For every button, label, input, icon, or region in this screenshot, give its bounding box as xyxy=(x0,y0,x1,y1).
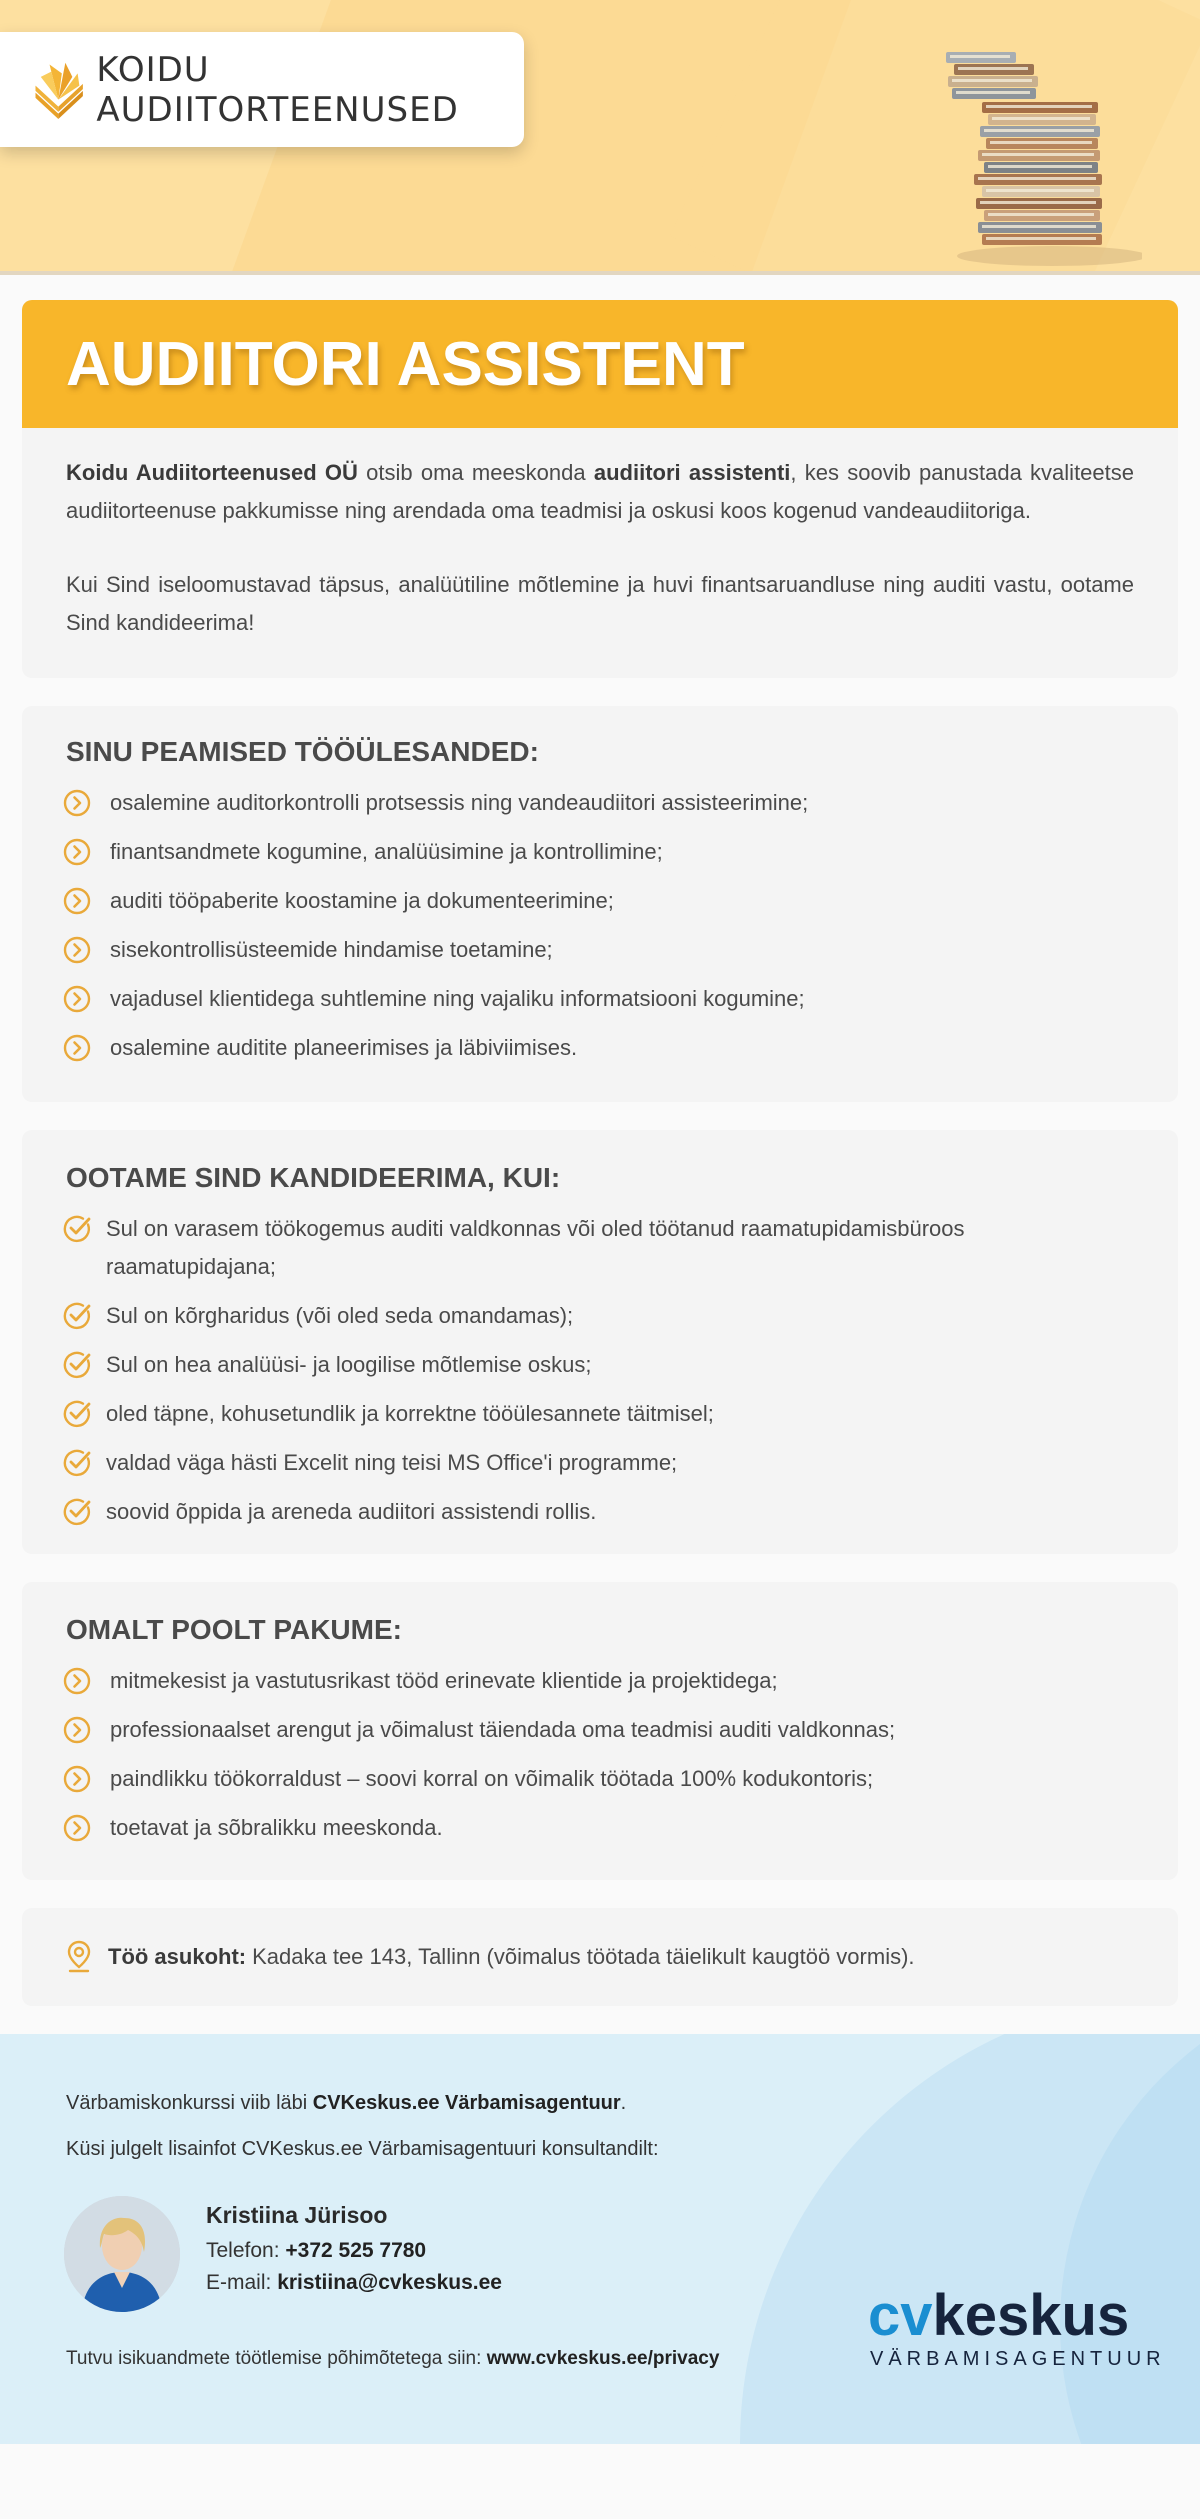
list-item-text: professionaalset arengut ja võimalust täiendada oma teadmisi auditi valdkonnas; xyxy=(110,1717,896,1742)
chevron-circle-icon xyxy=(62,882,96,920)
email-link[interactable]: kristiina@cvkeskus.ee xyxy=(277,2271,502,2294)
list-item-text: vajadusel klientidega suhtlemine ning vajaliku informatsiooni kogumine; xyxy=(110,986,805,1011)
list-item-text: osalemine auditorkontrolli protsessis ning vandeaudiitori assisteerimine; xyxy=(110,790,809,815)
list-item xyxy=(62,1444,1038,1482)
list-item xyxy=(62,1760,1138,1798)
chevron-circle-icon xyxy=(62,1662,96,1700)
logo-cv: cv xyxy=(868,2283,933,2348)
agency-name: CVKeskus.ee Värbamisagentuur xyxy=(312,2092,621,2114)
intro-text: , kes soovib panustada kvaliteetse audiitorteenuse pakkumisse ning arendada oma teadmisi ja oskusi koos kogenud vandeaudiitoriga. xyxy=(66,460,1134,523)
title-bar xyxy=(22,300,1178,428)
recruiter-footer xyxy=(0,2034,1200,2444)
email-label: E-mail: xyxy=(206,2271,278,2294)
list-item xyxy=(62,931,1138,969)
chevron-circle-icon xyxy=(62,1029,96,1067)
offer-card xyxy=(22,1582,1178,1880)
list-item-text: auditi tööpaberite koostamine ja dokumenteerimine; xyxy=(110,888,614,913)
list-item-text: oled täpne, kohusetundlik ja korrektne tööülesannete täitmisel; xyxy=(106,1401,714,1426)
logo-text: KOIDU AUDIITORTEENUSED xyxy=(96,49,459,130)
book-fan-icon xyxy=(32,55,86,125)
list-item xyxy=(62,1395,1038,1433)
book-stack-illustration xyxy=(912,36,1142,268)
list-item xyxy=(62,784,1138,822)
phone-label: Telefon: xyxy=(206,2239,286,2262)
list-item-text: soovid õppida ja areneda audiitori assistendi rollis. xyxy=(106,1499,597,1524)
list-item-text: Sul on varasem töökogemus auditi valdkonnas või oled töötanud raamatupidamisbüroos raamatupidajana; xyxy=(106,1216,965,1279)
list-item-text: Sul on kõrgharidus (või oled seda omandamas); xyxy=(106,1303,574,1328)
list-item-text: sisekontrollisüsteemide hindamise toetamine; xyxy=(110,937,553,962)
phone-link[interactable]: +372 525 7780 xyxy=(285,2239,427,2262)
recruiter-text: . xyxy=(620,2092,627,2114)
check-circle-icon xyxy=(62,1346,96,1384)
logo-keskus: keskus xyxy=(932,2283,1130,2348)
requirements-heading: OOTAME SIND KANDIDEERIMA, KUI: xyxy=(66,1162,561,1193)
requirements-list xyxy=(62,1210,1038,1542)
check-circle-icon xyxy=(62,1444,96,1482)
info-line: Küsi julgelt lisainfot CVKeskus.ee Värbamisagentuuri konsultandilt: xyxy=(66,2138,659,2160)
list-item xyxy=(62,833,1138,871)
offer-list xyxy=(62,1662,1138,1858)
logo-subtitle: VÄRBAMISAGENTUUR xyxy=(870,2348,1166,2370)
avatar xyxy=(64,2196,180,2312)
company-name: Koidu Audiitorteenused OÜ xyxy=(66,460,358,485)
offer-heading: OMALT POOLT PAKUME: xyxy=(66,1614,402,1645)
contact-name: Kristiina Jürisoo xyxy=(206,2202,388,2228)
chevron-circle-icon xyxy=(62,784,96,822)
list-item-text: paindlikku töökorraldust – soovi korral on võimalik töötada 100% kodukontoris; xyxy=(110,1766,874,1791)
tasks-heading: SINU PEAMISED TÖÖÜLESANDED: xyxy=(66,736,539,767)
chevron-circle-icon xyxy=(62,1711,96,1749)
list-item-text: finantsandmete kogumine, analüüsimine ja kontrollimine; xyxy=(110,839,663,864)
list-item xyxy=(62,1346,1038,1384)
check-circle-icon xyxy=(62,1210,96,1248)
check-circle-icon xyxy=(62,1395,96,1433)
contact-email xyxy=(206,2271,502,2295)
list-item xyxy=(62,1662,1138,1700)
list-item xyxy=(62,1297,1038,1335)
intro-text: otsib oma meeskonda xyxy=(357,460,594,485)
intro-card xyxy=(22,300,1178,678)
page-header xyxy=(0,0,1200,275)
list-item-text: Sul on hea analüüsi- ja loogilise mõtlemise oskus; xyxy=(106,1352,592,1377)
contact-phone xyxy=(206,2239,502,2263)
intro-paragraph xyxy=(22,454,1178,530)
location-label: Töö asukoht: xyxy=(108,1944,247,1969)
location-value: Kadaka tee 143, Tallinn (võimalus töötada täielikult kaugtöö vormis). xyxy=(252,1944,915,1969)
location-pin-icon xyxy=(66,1940,94,1974)
list-item-text: valdad väga hästi Excelit ning teisi MS Office'i programme; xyxy=(106,1450,678,1475)
recruiter-line xyxy=(66,2092,626,2115)
intro-paragraph-2: Kui Sind iseloomustavad täpsus, analüütiline mõtlemine ja huvi finantsaruandluse ning auditi vastu, ootame Sind kandideerima! xyxy=(66,572,1134,635)
list-item xyxy=(62,1493,1038,1531)
requirements-card xyxy=(22,1130,1178,1554)
list-item xyxy=(62,980,1138,1018)
list-item xyxy=(62,1210,1038,1286)
chevron-circle-icon xyxy=(62,1760,96,1798)
list-item xyxy=(62,1029,1138,1067)
check-circle-icon xyxy=(62,1493,96,1531)
chevron-circle-icon xyxy=(62,931,96,969)
list-item xyxy=(62,1711,1138,1749)
recruiter-text: Värbamiskonkurssi viib läbi xyxy=(66,2092,313,2114)
company-logo xyxy=(0,32,524,147)
chevron-circle-icon xyxy=(62,833,96,871)
list-item xyxy=(62,882,1138,920)
contact-block xyxy=(206,2202,502,2303)
tasks-list xyxy=(62,784,1138,1078)
chevron-circle-icon xyxy=(62,1809,96,1847)
privacy-line xyxy=(66,2348,719,2370)
list-item-text: toetavat ja sõbralikku meeskonda. xyxy=(110,1815,443,1840)
job-title: AUDIITORI ASSISTENT xyxy=(66,329,745,399)
role-name: audiitori assistenti xyxy=(593,460,791,485)
list-item-text: osalemine auditite planeerimises ja läbiviimises. xyxy=(110,1035,578,1060)
cvkeskus-logo xyxy=(868,2283,1166,2371)
check-circle-icon xyxy=(62,1297,96,1335)
list-item-text: mitmekesist ja vastutusrikast tööd erinevate klientide ja projektidega; xyxy=(110,1668,778,1693)
privacy-link[interactable]: www.cvkeskus.ee/privacy xyxy=(486,2348,720,2369)
chevron-circle-icon xyxy=(62,980,96,1018)
tasks-card xyxy=(22,706,1178,1102)
list-item xyxy=(62,1809,1138,1847)
privacy-text: Tutvu isikuandmete töötlemise põhimõtetega siin: xyxy=(66,2348,487,2369)
location-card xyxy=(22,1908,1178,2006)
